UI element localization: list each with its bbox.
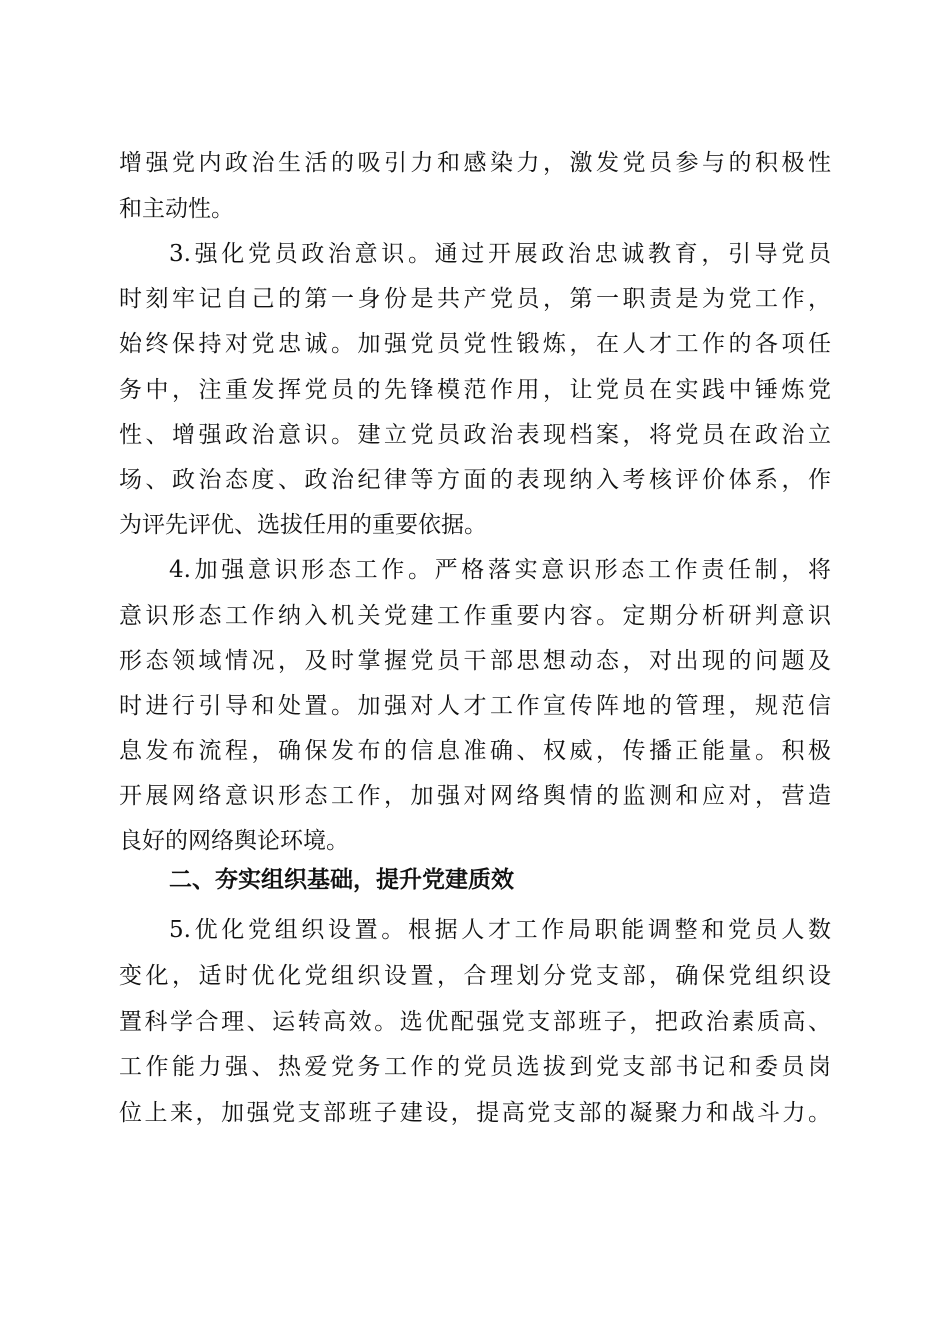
paragraph-line: 时进行引导和处置。加强对人才工作宣传阵地的管理，规范信 <box>119 693 831 719</box>
paragraph-line: 意识形态工作纳入机关党建工作重要内容。定期分析研判意识 <box>119 603 831 629</box>
paragraph-line: 置科学合理、运转高效。选优配强党支部班子，把政治素质高、 <box>119 1009 831 1035</box>
paragraph-line: 形态领域情况，及时掌握党员干部思想动态，对出现的问题及 <box>119 648 831 674</box>
paragraph-line: 性、增强政治意识。建立党员政治表现档案，将党员在政治立 <box>119 422 831 448</box>
paragraph-line: 时刻牢记自己的第一身份是共产党员，第一职责是为党工作， <box>119 286 831 312</box>
paragraph-line: 位上来，加强党支部班子建设，提高党支部的凝聚力和战斗力。 <box>119 1100 831 1126</box>
paragraph-line: 务中，注重发挥党员的先锋模范作用，让党员在实践中锤炼党 <box>119 377 831 403</box>
paragraph-line: 3.强化党员政治意识。通过开展政治忠诚教育，引导党员 <box>169 241 831 267</box>
paragraph-line: 良好的网络舆论环境。 <box>119 828 349 854</box>
paragraph-line: 为评先评优、选拔任用的重要依据。 <box>119 512 487 538</box>
section-heading: 二、夯实组织基础，提升党建质效 <box>169 867 514 893</box>
paragraph-line: 开展网络意识形态工作，加强对网络舆情的监测和应对，营造 <box>119 783 831 809</box>
paragraph-line: 息发布流程，确保发布的信息准确、权威，传播正能量。积极 <box>119 738 831 764</box>
paragraph-line: 场、政治态度、政治纪律等方面的表现纳入考核评价体系，作 <box>119 467 831 493</box>
paragraph-line: 4.加强意识形态工作。严格落实意识形态工作责任制，将 <box>169 557 831 583</box>
paragraph-line: 增强党内政治生活的吸引力和感染力，激发党员参与的积极性 <box>119 150 831 176</box>
paragraph-line: 工作能力强、热爱党务工作的党员选拔到党支部书记和委员岗 <box>119 1054 831 1080</box>
paragraph-line: 始终保持对党忠诚。加强党员党性锻炼，在人才工作的各项任 <box>119 331 831 357</box>
paragraph-line: 5.优化党组织设置。根据人才工作局职能调整和党员人数 <box>169 917 831 943</box>
paragraph-line: 和主动性。 <box>119 196 234 222</box>
paragraph-line: 变化，适时优化党组织设置，合理划分党支部，确保党组织设 <box>119 963 831 989</box>
